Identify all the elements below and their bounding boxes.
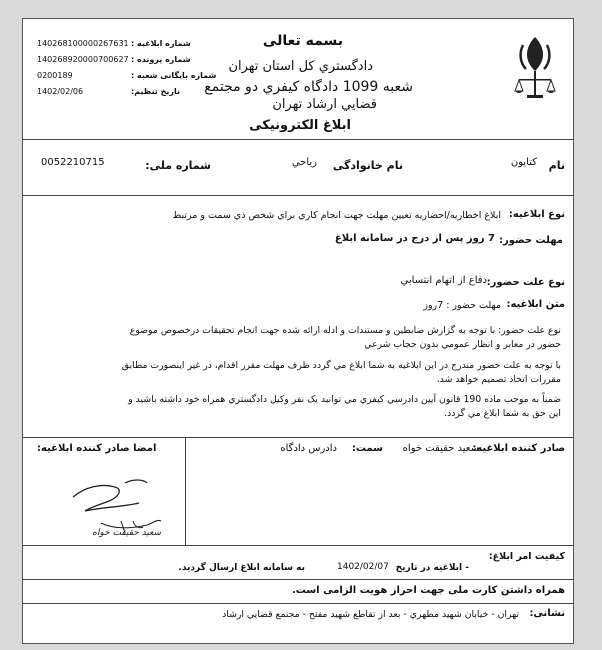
meta-value-issue-date: 1402/02/06 [37, 87, 84, 96]
name-value: کتايون [510, 157, 537, 168]
national-id-label: شماره ملی: [145, 159, 211, 172]
paragraph-2-line-1: با توجه به علت حضور مندرج در اين ابلاغيه به شما ابلاغ مي گردد ظرف مهلت مقرر اقدام، در غير اينصورت مطابق [121, 360, 561, 371]
doc-title: ابلاغ الکترونیکی [249, 118, 351, 133]
reason-value: دفاع از اتهام انتسابي [400, 275, 487, 286]
issuer-label: صادر کننده ابلاغیه: [472, 443, 565, 454]
meta-value-case-number: 140268920000700627 [37, 55, 129, 64]
handwritten-signature [63, 463, 173, 547]
notice-type-value: ابلاغ اخطاريه/احضاريه تعیین مهلت جهت انجام کاري براي شخص ذي سمت و مرتبط [172, 210, 501, 221]
meta-label-archive-number: شماره بایگانی شعبه : [131, 71, 217, 80]
divider [23, 437, 573, 438]
divider [23, 195, 573, 196]
reason-label: نوع علت حضور: [486, 277, 565, 288]
address-label: نشانی: [529, 608, 565, 619]
notice-type-label: نوع ابلاغیه: [508, 209, 565, 220]
status-line: - ابلاغیه در تاریخ [395, 563, 469, 573]
paragraph-2-line-2: مقررات اتخاذ تصميم خواهد شد. [436, 374, 561, 385]
branch-name: شعبه 1099 دادگاه کیفري دو مجتمع [204, 79, 413, 95]
role-label: سمت: [351, 443, 383, 454]
id-note: همراه داشتن کارت ملی جهت احراز هویت الزامی است. [291, 585, 565, 596]
complex-name: قضايي ارشاد تهران [272, 97, 377, 112]
divider [23, 579, 573, 580]
deadline-value: 7 روز پس از درج در سامانه ابلاغ [334, 233, 495, 244]
bismillah: بسمه تعالی [262, 33, 343, 49]
notice-document [22, 18, 574, 644]
paragraph-3-line-2: اين حق به شما ابلاغ مي گردد. [444, 408, 561, 419]
paragraph-1-line-1: نوع علت حضور: با توجه به گزارش ضابطین و مستندات و ادله ارائه شده جهت انجام تحقیقات درخصوص موضوع [129, 325, 561, 336]
family-value: رياحي [291, 157, 317, 168]
role-value: دادرس دادگاه [280, 443, 337, 454]
national-id-value: 0052210715 [41, 157, 105, 168]
meta-value-archive-number: 0200189 [37, 71, 73, 80]
address-value: تهران - خیابان شهید مطهري - بعد از تقاطع شهید مفتح - مجتمع قضايي ارشاد [222, 609, 519, 620]
divider [23, 603, 573, 604]
paragraph-3-line-1: ضمناً به موجب ماده 190 قانون آيين دادرسي كيفري مي توانيد يک نفر وكيل دادگستري همراه خود داشته باشيد و [128, 394, 561, 405]
paragraph-1-line-2: حضور در معابر و انظار عمومي بدون حجاب شرعي [364, 339, 561, 350]
signature-label: امضا صادر کننده ابلاغیه: [37, 443, 157, 454]
family-label: نام خانوادگی [332, 159, 403, 172]
divider [23, 545, 573, 546]
name-label: نام [548, 159, 565, 172]
issuer-value: سعید حقیقت خواه [402, 443, 479, 454]
text-value: مهلت حضور : 7روز [423, 300, 501, 311]
iran-emblem-icon [513, 33, 557, 109]
deadline-label: مهلت حضور: [498, 235, 563, 246]
status-date: 1402/02/07 [337, 562, 389, 572]
meta-label-case-number: شماره پرونده : [131, 55, 191, 64]
meta-value-notice-number: 140268100000267631 [37, 39, 129, 48]
status-label: کیفیت امر ابلاغ: [488, 551, 565, 562]
court-name: دادگستري کل استان تهران [228, 59, 373, 74]
text-label: متن ابلاغیه: [506, 299, 565, 310]
divider [23, 139, 573, 140]
svg-text:سعید حقیقت خواه: سعید حقیقت خواه [92, 528, 161, 538]
signature-divider [185, 437, 186, 545]
meta-label-notice-number: شماره ابلاغیه : [131, 39, 191, 48]
status-rest: به سامانه ابلاغ ارسال گردید. [178, 563, 305, 573]
meta-label-issue-date: تاریخ تنظیم: [131, 87, 180, 96]
